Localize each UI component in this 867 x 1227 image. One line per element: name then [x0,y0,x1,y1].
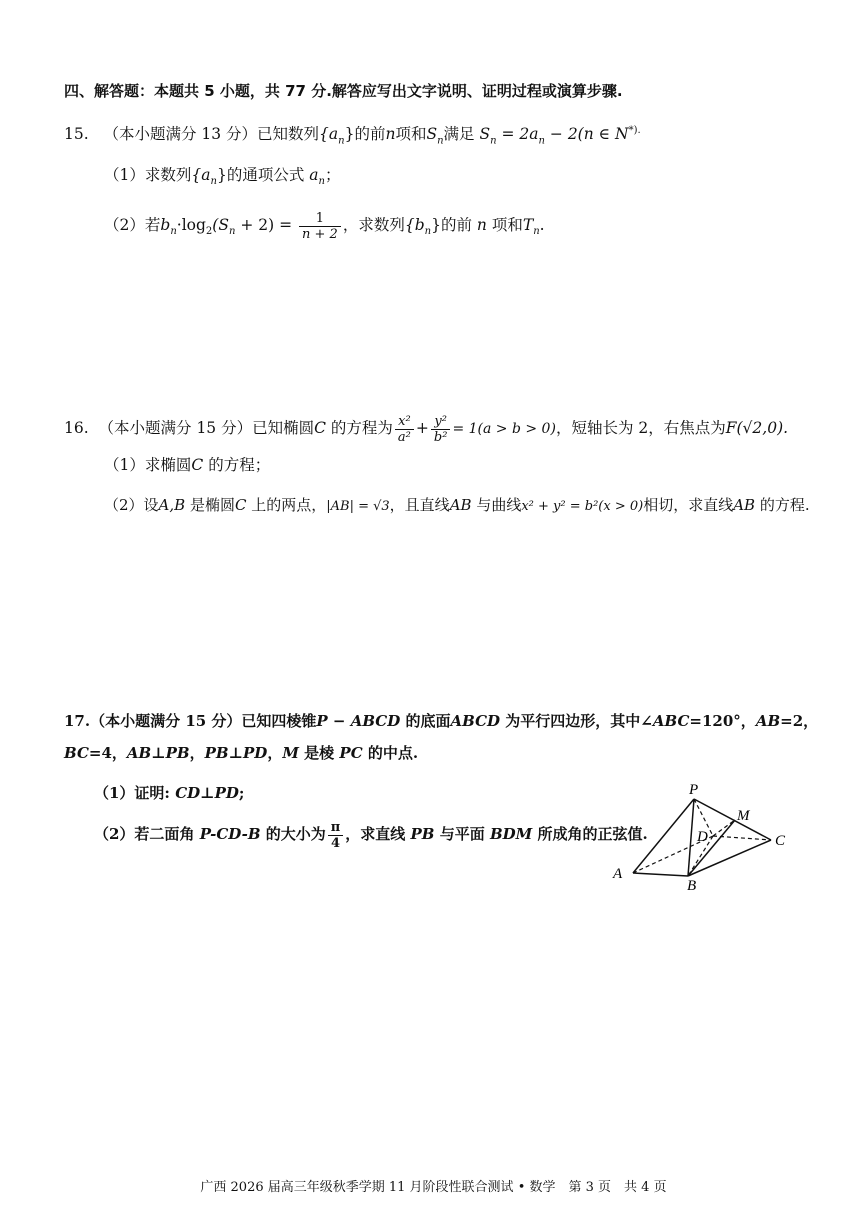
equation: = 2a [496,125,539,144]
text: 所成角的正弦值. [537,825,648,843]
equation-tail: *). [628,125,641,136]
math-symbol: {b [404,216,425,234]
math-symbol: CD [175,784,201,802]
edge-PA [633,799,694,873]
math-symbol: |AB| = √3 [326,499,390,514]
text: （本小题满分 15 分）已知椭圆 [98,419,315,437]
question-16-part-1 [104,454,270,476]
math-symbol: ·log [176,216,206,234]
math-symbol: ABCD [450,712,501,730]
math-symbol: T [522,216,534,234]
text: （1）求椭圆 [104,456,192,474]
numerator: x² [395,414,414,430]
text: 项和 [491,216,523,234]
question-17-part-1 [94,782,244,804]
denominator: 4 [331,835,341,851]
math-symbol: AB [755,712,781,730]
sequence-symbol: {a [319,125,339,144]
text: 的前 [354,125,386,144]
math-symbol: PD [243,744,268,762]
math-symbol: n [385,125,396,144]
math-symbol: {a [191,166,211,184]
math-symbol: ⊥ [200,784,215,802]
math-symbol: A,B [158,496,186,514]
math-symbol: BC [64,744,89,762]
text: 是棱 [304,744,335,762]
fraction-x [395,414,414,445]
text: （2）若 [104,216,161,234]
math-symbol: ⊥ [228,744,244,762]
math-symbol: F(√2,0). [725,419,789,437]
question-17-stem-line-2 [64,742,418,764]
text: ，求直线 [345,825,406,843]
text: 的方程. [759,496,810,514]
text: 的底面 [405,712,451,730]
math-symbol: x² + y² = b²(x > 0) [521,499,644,514]
text: （1）证明: [94,784,170,802]
math-symbol: a [309,166,319,184]
math-symbol: P-CD-B [199,825,261,843]
fraction-y [431,414,451,445]
text: 的方程为 [330,419,393,437]
text: ， [267,744,283,762]
label-A: A [613,866,623,882]
pyramid-figure [605,780,805,892]
text: 的方程； [208,456,271,474]
label-P: P [689,782,699,798]
text: =2， [780,712,819,730]
edge-DC [713,836,771,840]
label-B: B [687,878,697,892]
text: 的前 [440,216,472,234]
denominator: a² [397,429,411,445]
text: 与曲线 [476,496,522,514]
math-symbol: PB [410,825,435,843]
text: ，短轴长为 2，右焦点为 [555,419,726,437]
math-symbol: (S [212,216,229,234]
text: 项和 [395,125,427,144]
text: 满足 [443,125,475,144]
question-15-stem: 15. （本小题满分 13 分）已知数列$\{a_n\}$的前n项和$S_n$满足 $S_n = 2a_n - 2(n$ ∈ N*). [64,125,641,147]
question-number: 16. [64,419,89,437]
edge-PB [688,799,694,876]
math-symbol: S [426,125,438,144]
text: 17.（本小题满分 15 分）已知四棱锥 [64,712,317,730]
question-15-part-1: （1）求数列$\{a_n\}$的通项公式 $a_n$； [104,166,341,188]
math-symbol: C [234,496,247,514]
denominator: b² [433,429,448,445]
math-symbol: M [282,744,299,762]
label-C: C [775,833,786,849]
text: ; [238,784,245,802]
question-17-stem-line-1 [64,710,818,732]
text: 与平面 [439,825,485,843]
text: ，且直线 [389,496,450,514]
text: ； [324,166,341,184]
math-symbol: PB [204,744,229,762]
math-symbol: + 2) = [235,216,293,234]
label-M: M [737,808,750,824]
question-15-part-2: （2）若$b_n\cdot\log_2(S_n + 2)$ = $\frac{1}{n + 2}$ ，求数列$\{b_n\}$的前 n 项和$T_n$. [104,210,545,242]
text: （2）若二面角 [94,825,195,843]
fraction [299,211,341,242]
text: ， [189,744,205,762]
edge-BC [688,840,771,876]
text: ，求数列 [342,216,405,234]
text: 的大小为 [265,825,326,843]
question-17-part-2 [94,816,648,852]
text: 上的两点， [251,496,327,514]
text: （2）设 [104,496,159,514]
text: =120°， [689,712,756,730]
math-symbol: ⊥ [151,744,166,762]
text: . [539,216,545,234]
math-symbol: PC [339,744,363,762]
math-symbol: P − ABCD [316,712,401,730]
math-symbol: PD [214,784,239,802]
math-symbol: b [160,216,171,234]
equation: − 2(n ∈ N [544,125,629,144]
math-symbol: AB [126,744,152,762]
section-heading: 四、解答题：本题共 5 小题，共 77 分.解答应写出文字说明、证明过程或演算步骤. [64,82,623,100]
math-symbol: PB [165,744,190,762]
numerator: π [328,820,344,836]
question-number: 15. [64,125,89,144]
page-footer: 广西 2026 届高三年级秋季学期 11 月阶段性联合测试 • 数学 第 3 页 共 4 页 [200,1180,667,1195]
text: 的通项公式 [226,166,305,184]
math-symbol: BDM [489,825,533,843]
math-symbol: ABC [652,712,690,730]
question-16-stem [64,410,788,447]
question-intro: （本小题满分 13 分）已知数列 [103,125,320,144]
edge-AB [633,873,688,876]
question-16-part-2 [104,494,810,518]
label-D: D [697,829,708,845]
text: 为平行四边形，其中∠ [505,712,653,730]
denominator: n + 2 [302,226,338,242]
text: + [415,419,429,437]
math-symbol: C [314,419,326,437]
equation: = 1(a > b > 0) [452,421,556,437]
text: 是椭圆 [189,496,235,514]
text: （1）求数列 [104,166,192,184]
math-symbol: AB [733,496,756,514]
math-symbol: C [191,456,204,474]
numerator: y² [431,414,451,430]
fraction-pi-over-4 [328,820,344,851]
text: 相切，求直线 [643,496,734,514]
segment-BM [688,820,735,876]
math-symbol: AB [449,496,472,514]
text: =4， [88,744,127,762]
equation: S [479,125,491,144]
math-symbol: n [476,216,487,234]
text: 的中点. [367,744,419,762]
numerator: 1 [299,211,341,227]
